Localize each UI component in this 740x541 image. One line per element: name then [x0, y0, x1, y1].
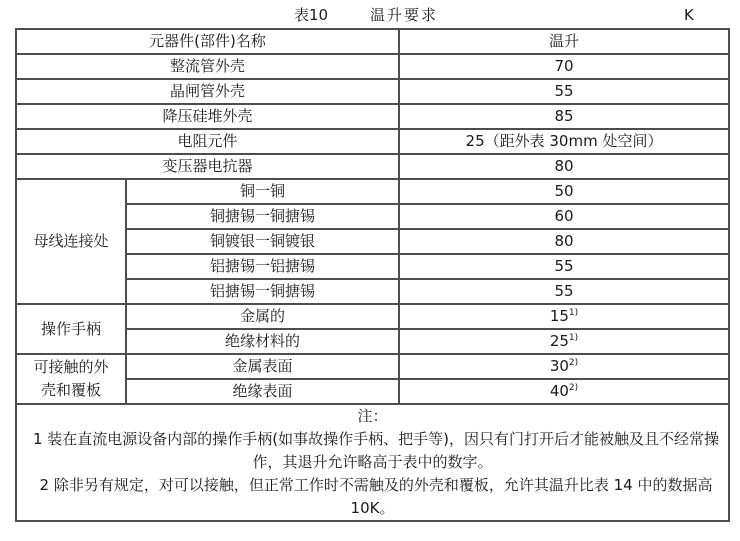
component-name-cell: 变压器电抗器 [16, 154, 399, 179]
footnote-ref: 2) [568, 383, 579, 393]
component-name-cell: 金属的 [126, 304, 399, 329]
table-row [16, 129, 729, 154]
temp-rise-cell: 55 [399, 279, 729, 304]
temp-rise-cell: 80 [399, 154, 729, 179]
group-label: 母线连接处 [33, 232, 109, 250]
footnote-ref: 1) [568, 333, 579, 343]
note-item-1: 1 装在直流电源设备内部的操作手柄(如事故操作手柄、把手等)，因只有门打开后才能被触及且不经常操作，其退升允许略高于表中的数字。 [32, 430, 720, 471]
component-name-cell: 铜一铜 [126, 179, 399, 204]
unit-label: K [684, 6, 694, 24]
component-name-cell: 降压硅堆外壳 [16, 104, 399, 129]
component-name-cell: 整流管外壳 [16, 54, 399, 79]
component-name-cell: 金属表面 [126, 354, 399, 379]
temp-rise-cell: 55 [399, 254, 729, 279]
group-label-cell [16, 354, 126, 404]
table-row [16, 179, 729, 204]
notes-label: 注： [357, 407, 388, 425]
temperature-rise-table [15, 28, 730, 522]
group-label-cell [16, 304, 126, 354]
group-label-cell [16, 179, 126, 304]
footnote-ref: 2) [568, 358, 579, 368]
header-value-cell: 温升 [399, 29, 729, 54]
temp-rise-cell: 60 [399, 204, 729, 229]
table-title: 温升要求 [370, 6, 439, 24]
component-name-cell: 晶闸管外壳 [16, 79, 399, 104]
table-row [16, 79, 729, 104]
temp-rise-cell: 70 [399, 54, 729, 79]
component-name-cell: 绝缘材料的 [126, 329, 399, 354]
notes-row [16, 404, 729, 521]
temp-rise-cell: 30$^{2)}$ [399, 354, 729, 379]
component-name-cell: 铜搪锡一铜搪锡 [126, 204, 399, 229]
temp-rise-cell: 15$^{1)}$ [399, 304, 729, 329]
temp-rise-cell: 50 [399, 179, 729, 204]
group-label: 可接触的外壳和覆板 [33, 358, 109, 399]
table-row [16, 154, 729, 179]
component-name-cell: 电阻元件 [16, 129, 399, 154]
group-label: 操作手柄 [40, 319, 101, 338]
temp-rise-cell: 25$^{1)}$ [399, 329, 729, 354]
temp-rise-cell: 40$^{2)}$ [399, 379, 729, 404]
temp-rise-cell: 55 [399, 79, 729, 104]
table-row [16, 54, 729, 79]
table-caption [0, 4, 740, 26]
component-name-cell: 绝缘表面 [126, 379, 399, 404]
table-row [16, 304, 729, 329]
component-name-cell: 铝搪锡一铜搪锡 [126, 279, 399, 304]
table-row [16, 104, 729, 129]
component-name-cell: 铝搪锡一铝搪锡 [126, 254, 399, 279]
component-name-cell: 铜镀银一铜镀银 [126, 229, 399, 254]
table-number: 表10 [294, 6, 329, 24]
notes-cell [16, 404, 729, 521]
header-name-cell: 元器件(部件)名称 [16, 29, 399, 54]
temp-rise-cell: 80 [399, 229, 729, 254]
header-row [16, 29, 729, 54]
table-row [16, 354, 729, 379]
footnote-ref: 1) [568, 308, 579, 318]
temp-rise-cell: 25（距外表 30mm 处空间） [399, 129, 729, 154]
temp-rise-cell: 85 [399, 104, 729, 129]
note-item-2: 2 除非另有规定，对可以接触，但正常工作时不需触及的外壳和覆板，允许其温升比表 14 中的数据高 10K。 [39, 476, 713, 517]
